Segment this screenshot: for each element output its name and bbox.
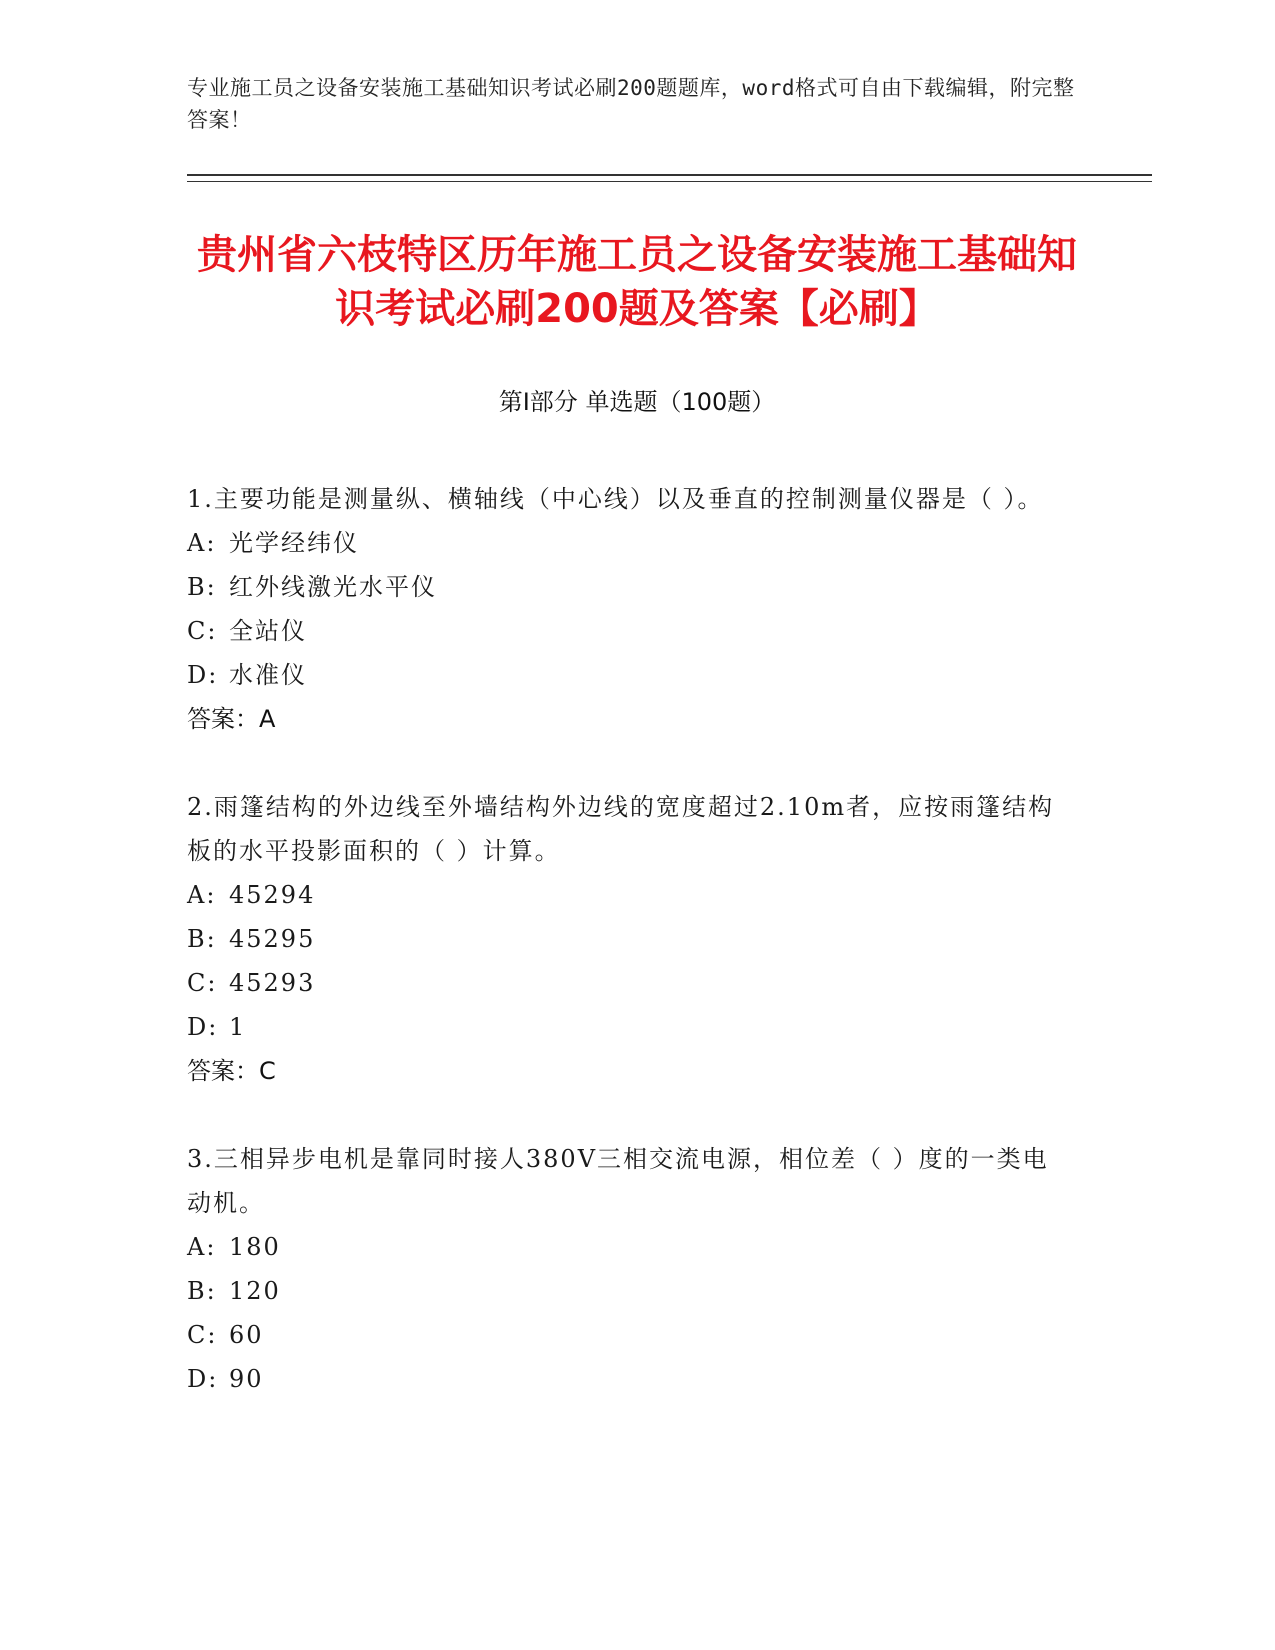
question-stem: 2.雨篷结构的外边线至外墙结构外边线的宽度超过2.10m者，应按雨篷结构板的水平投影面积的（ ）计算。 [187, 793, 1055, 865]
option-c [187, 609, 1067, 653]
section-heading: 第Ⅰ部分 单选题（100题） [498, 388, 776, 416]
option-b [187, 917, 1067, 961]
option-label: D: [187, 1365, 219, 1393]
question-2 [187, 785, 1067, 1093]
option-c [187, 961, 1067, 1005]
question-1 [187, 477, 1067, 741]
option-label: B: [187, 925, 217, 953]
option-label: C: [187, 617, 218, 645]
option-label: C: [187, 969, 218, 997]
option-label: C: [187, 1321, 218, 1349]
option-text: 水准仪 [229, 661, 307, 689]
option-label: A: [187, 881, 217, 909]
option-label: B: [187, 1277, 217, 1305]
question-list [187, 477, 1067, 1445]
option-b [187, 1269, 1067, 1313]
answer: 答案：C [187, 1057, 276, 1085]
option-text: 45295 [229, 925, 316, 953]
option-d [187, 653, 1067, 697]
option-c [187, 1313, 1067, 1357]
option-label: D: [187, 661, 219, 689]
option-label: A: [187, 1233, 217, 1261]
header-note: 专业施工员之设备安装施工基础知识考试必刷200题题库，word格式可自由下载编辑，附完整答案！ [187, 76, 1075, 132]
option-label: A: [187, 529, 217, 557]
question-stem: 1.主要功能是测量纵、横轴线（中心线）以及垂直的控制测量仪器是（ ）。 [187, 485, 1044, 513]
option-text: 90 [229, 1365, 264, 1393]
option-text: 180 [229, 1233, 281, 1261]
option-d [187, 1005, 1067, 1049]
option-label: B: [187, 573, 217, 601]
option-label: D: [187, 1013, 219, 1041]
option-text: 光学经纬仪 [229, 529, 359, 557]
option-a [187, 521, 1067, 565]
option-a [187, 873, 1067, 917]
question-stem: 3.三相异步电机是靠同时接人380V三相交流电源，相位差（ ）度的一类电动机。 [187, 1145, 1049, 1217]
option-d [187, 1357, 1067, 1401]
option-text: 1 [229, 1013, 247, 1041]
option-text: 60 [229, 1321, 264, 1349]
option-a [187, 1225, 1067, 1269]
answer: 答案：A [187, 705, 276, 733]
header-divider-thick [187, 174, 1152, 176]
option-text: 45293 [229, 969, 316, 997]
option-b [187, 565, 1067, 609]
question-3 [187, 1137, 1067, 1401]
option-text: 红外线激光水平仪 [229, 573, 437, 601]
option-text: 120 [229, 1277, 281, 1305]
document-title: 贵州省六枝特区历年施工员之设备安装施工基础知识考试必刷200题及答案【必刷】 [197, 232, 1077, 332]
header-divider-thin [187, 181, 1152, 182]
option-text: 全站仪 [229, 617, 307, 645]
option-text: 45294 [229, 881, 316, 909]
